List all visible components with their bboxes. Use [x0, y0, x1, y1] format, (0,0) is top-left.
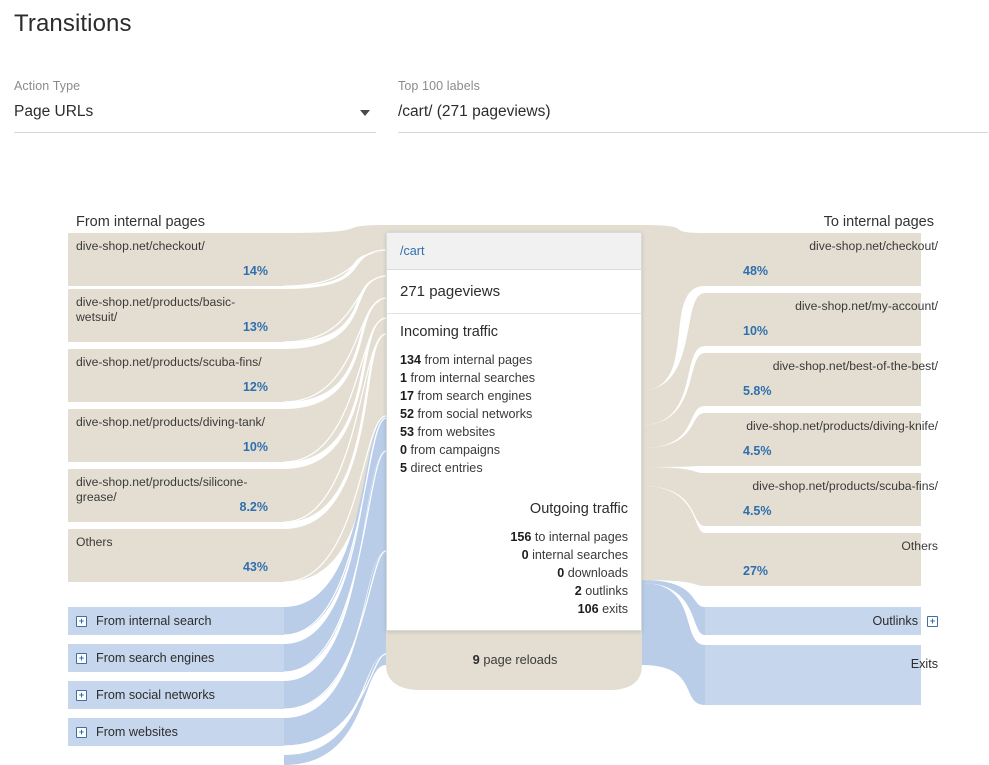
right-node-pct: 4.5% — [743, 444, 772, 459]
incoming-value: 134 — [400, 353, 422, 367]
left-group-label: From websites — [96, 725, 178, 739]
expand-icon[interactable]: + — [76, 690, 87, 701]
outgoing-stat — [400, 564, 628, 582]
right-node[interactable] — [728, 413, 946, 466]
right-node-pct: 48% — [743, 264, 769, 279]
outgoing-title: Outgoing traffic — [529, 501, 628, 517]
outgoing-traffic-section — [387, 483, 641, 630]
card-page-link[interactable]: /cart — [400, 244, 425, 258]
incoming-value: 53 — [400, 425, 415, 439]
outgoing-text: exits — [602, 602, 628, 616]
left-group-internal-search[interactable] — [68, 607, 284, 635]
outgoing-text: to internal pages — [534, 530, 628, 544]
action-type-value[interactable] — [14, 103, 376, 133]
outgoing-text: downloads — [567, 566, 628, 580]
left-node-pct: 43% — [242, 560, 268, 575]
page-reloads-count: 9 — [472, 652, 480, 667]
outgoing-value: 156 — [510, 530, 532, 544]
left-node-pct: 12% — [242, 380, 268, 395]
card-header — [387, 233, 641, 270]
right-node-pct: 4.5% — [743, 504, 772, 519]
left-node-label: dive-shop.net/products/silicone-grease/ — [76, 475, 248, 505]
right-node-label: Others — [901, 539, 938, 553]
right-column-header: To internal pages — [823, 214, 934, 230]
incoming-value: 1 — [400, 371, 408, 385]
outgoing-text: outlinks — [585, 584, 628, 598]
right-node-label: dive-shop.net/products/diving-knife/ — [746, 419, 938, 433]
left-node-label: dive-shop.net/products/basic-wetsuit/ — [76, 295, 236, 325]
incoming-text: from internal searches — [410, 371, 536, 385]
outgoing-value: 106 — [577, 602, 599, 616]
right-node-pct: 10% — [743, 324, 769, 339]
right-node-pct: 5.8% — [743, 384, 772, 399]
incoming-stat — [400, 423, 628, 441]
left-node-label: dive-shop.net/checkout/ — [76, 239, 205, 253]
outgoing-stat — [400, 582, 628, 600]
left-node-pct: 14% — [242, 264, 268, 279]
incoming-stat — [400, 369, 628, 387]
top-labels-field[interactable] — [398, 79, 988, 133]
left-node[interactable] — [68, 409, 284, 462]
left-node-label: Others — [76, 535, 113, 549]
left-group-search-engines[interactable] — [68, 644, 284, 672]
incoming-text: from search engines — [417, 389, 532, 403]
right-node[interactable] — [728, 533, 946, 586]
left-group-websites[interactable] — [68, 718, 284, 746]
left-group-label: From internal search — [96, 614, 212, 628]
page-reloads — [387, 652, 643, 667]
right-group-label: Outlinks — [872, 614, 918, 628]
page-reloads-text: page reloads — [483, 652, 558, 667]
incoming-title: Incoming traffic — [400, 324, 499, 340]
left-group-label: From social networks — [96, 688, 215, 702]
right-node-label: dive-shop.net/products/scuba-fins/ — [752, 479, 938, 493]
left-node[interactable] — [68, 469, 284, 522]
left-node[interactable] — [68, 289, 284, 342]
expand-icon[interactable]: + — [76, 616, 87, 627]
right-node-label: dive-shop.net/my-account/ — [795, 299, 938, 313]
outgoing-stat — [400, 528, 628, 546]
action-type-selected: Page URLs — [14, 103, 94, 120]
incoming-text: direct entries — [410, 461, 483, 475]
outgoing-text: internal searches — [532, 548, 628, 562]
left-column-header: From internal pages — [76, 214, 205, 230]
left-group-label: From search engines — [96, 651, 215, 665]
right-group-outlinks[interactable] — [728, 607, 946, 635]
expand-icon[interactable]: + — [76, 727, 87, 738]
left-node[interactable] — [68, 349, 284, 402]
incoming-value: 17 — [400, 389, 415, 403]
transition-detail-card — [386, 232, 642, 631]
incoming-stat — [400, 387, 628, 405]
right-node[interactable] — [728, 473, 946, 526]
incoming-stat — [400, 441, 628, 459]
incoming-text: from social networks — [417, 407, 533, 421]
outgoing-value: 0 — [521, 548, 529, 562]
outgoing-stat — [400, 600, 628, 618]
incoming-value: 5 — [400, 461, 408, 475]
incoming-text: from websites — [417, 425, 496, 439]
expand-icon[interactable]: + — [76, 653, 87, 664]
action-type-field[interactable] — [14, 79, 376, 133]
left-node-label: dive-shop.net/products/scuba-fins/ — [76, 355, 262, 369]
left-node-pct: 8.2% — [239, 500, 268, 515]
top-labels-label: Top 100 labels — [398, 79, 481, 93]
incoming-stat — [400, 459, 628, 477]
card-pageviews: 271 pageviews — [387, 270, 641, 314]
top-labels-value[interactable]: /cart/ (271 pageviews) — [398, 103, 988, 133]
outgoing-value: 0 — [557, 566, 565, 580]
right-group-label: Exits — [910, 657, 938, 671]
action-type-label: Action Type — [14, 79, 81, 93]
incoming-stat — [400, 351, 628, 369]
left-group-social-networks[interactable] — [68, 681, 284, 709]
expand-icon[interactable]: + — [927, 616, 938, 627]
incoming-value: 0 — [400, 443, 408, 457]
right-group-exits[interactable] — [728, 645, 946, 705]
left-node-pct: 10% — [242, 440, 268, 455]
right-node[interactable] — [728, 293, 946, 346]
sankey-diagram — [0, 190, 989, 765]
incoming-text: from campaigns — [410, 443, 501, 457]
incoming-traffic-section — [387, 314, 641, 483]
incoming-text: from internal pages — [424, 353, 533, 367]
right-node-label: dive-shop.net/best-of-the-best/ — [772, 359, 938, 373]
chevron-down-icon[interactable] — [360, 110, 370, 116]
left-node[interactable] — [68, 233, 284, 286]
right-node-pct: 27% — [743, 564, 769, 579]
right-node[interactable] — [728, 353, 946, 406]
page-title: Transitions — [14, 10, 132, 37]
left-node[interactable] — [68, 529, 284, 582]
left-node-pct: 13% — [242, 320, 268, 335]
outgoing-stat — [400, 546, 628, 564]
outgoing-value: 2 — [574, 584, 582, 598]
right-node[interactable] — [728, 233, 946, 286]
incoming-value: 52 — [400, 407, 415, 421]
incoming-stat — [400, 405, 628, 423]
right-node-label: dive-shop.net/checkout/ — [809, 239, 938, 253]
left-node-label: dive-shop.net/products/diving-tank/ — [76, 415, 266, 429]
